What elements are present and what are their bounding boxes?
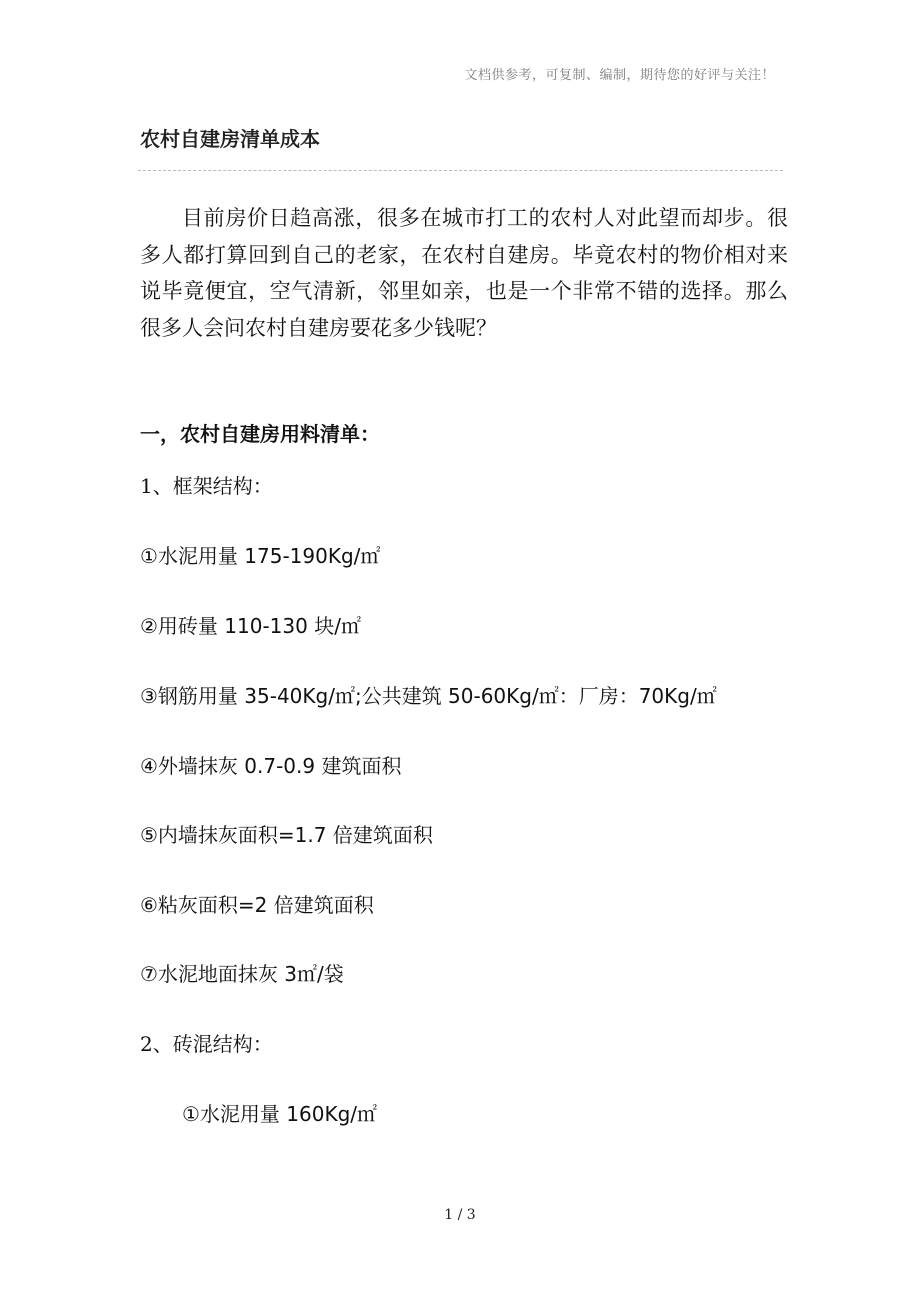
list-item: ⑤内墙抹灰面积=1.7 倍建筑面积 <box>140 823 433 847</box>
list-item: ①水泥用量 175-190Kg/㎡ <box>140 544 381 568</box>
intro-paragraph: 目前房价日趋高涨，很多在城市打工的农村人对此望而却步。很多人都打算回到自己的老家，在农村自建房。毕竟农村的物价相对来说毕竟便宜，空气清新，邻里如亲，也是一个非常不错的选择。那么很多人会问农村自建房要花多少钱呢？ <box>140 206 788 340</box>
subheading-brick-structure: 2、砖混结构： <box>140 1032 273 1056</box>
list-item: ①水泥用量 160Kg/㎡ <box>182 1102 378 1126</box>
title-divider <box>138 170 783 171</box>
page-number: 1 / 3 <box>444 1207 476 1223</box>
header-note: 文档供参考，可复制、编制，期待您的好评与关注！ <box>464 68 775 83</box>
list-item: ⑦水泥地面抹灰 3㎡/袋 <box>140 962 344 986</box>
list-item: ②用砖量 110-130 块/㎡ <box>140 614 361 638</box>
section-heading-materials: 一，农村自建房用料清单： <box>140 422 380 446</box>
subheading-frame-structure: 1、框架结构： <box>140 474 273 498</box>
list-item: ④外墙抹灰 0.7-0.9 建筑面积 <box>140 754 402 778</box>
list-item: ⑥粘灰面积=2 倍建筑面积 <box>140 893 374 917</box>
list-item: ③钢筋用量 35-40Kg/㎡;公共建筑 50-60Kg/㎡：厂房：70Kg/㎡ <box>140 684 717 708</box>
document-title: 农村自建房清单成本 <box>140 127 320 151</box>
